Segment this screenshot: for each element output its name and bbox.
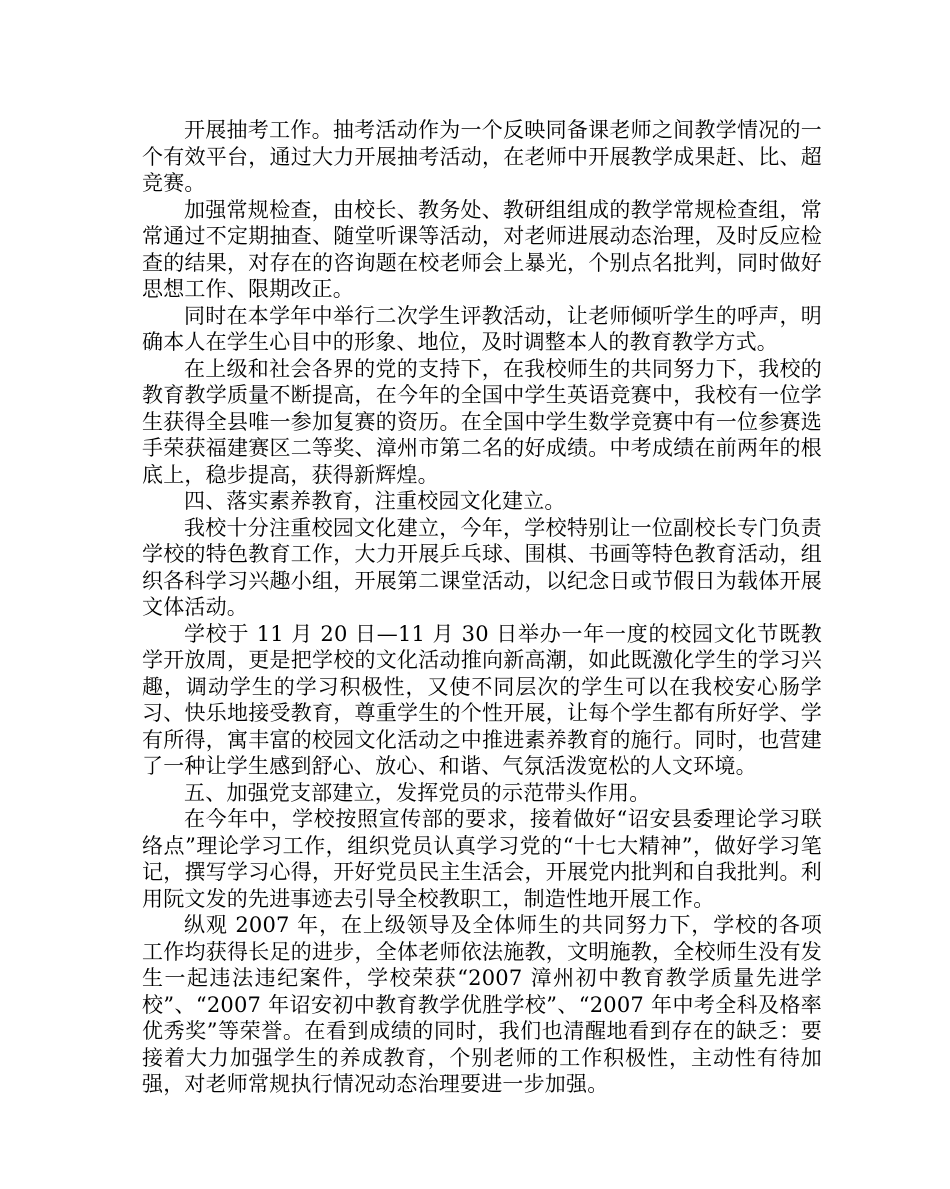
paragraph-routine-inspection: 加强常规检查，由校长、教务处、教研组组成的教学常规检查组，常常通过不定期抽查、随堂听课等活动，对老师进展动态治理，及时反应检查的结果，对存在的咨询题在校老师会上暴光，个别点名批判，同时做好思想工作、限期改正。 [142,197,822,301]
section-heading-4: 四、落实素养教育，注重校园文化建立。 [184,489,566,513]
paragraph-culture-festival: 学校于 11 月 20 日—11 月 30 日举办一年一度的校园文化节既教学开放周，更是把学校的文化活动推向新高潮，如此既激化学生的学习兴趣，调动学生的学习积极性，又使不同层次的学生可以在我校安心肠学习、快乐地接受教育，尊重学生的个性开展，让每个学生都有所好学、学有所得，寓丰富的校园文化活动之中推进素养教育的施行。同时，也营建了一种让学生感到舒心、放心、和谐、气氛活泼宽松的人文环境。 [142,621,822,778]
paragraph-student-evaluation: 同时在本学年中举行二次学生评教活动，让老师倾听学生的呼声，明确本人在学生心目中的形象、地位，及时调整本人的教育教学方式。 [142,303,822,354]
paragraph-year-summary: 纵观 2007 年，在上级领导及全体师生的共同努力下，学校的各项工作均获得长足的进步，全体老师依法施教，文明施教，全校师生没有发生一起违法违纪案件，学校荣获“2007 漳州初中教育教学质量先进学校”、“2007 年诏安初中教育教学优胜学校”、“2007 年中考全科及格率优秀奖”等荣誉。在看到成绩的同时，我们也清醒地看到存在的缺乏：要接着大力加强学生的养成教育，个别老师的工作积极性，主动性有待加强，对老师常规执行情况动态治理要进一步加强。 [142,913,822,1096]
paragraph-party-branch: 在今年中，学校按照宣传部的要求，接着做好“诏安县委理论学习联络点”理论学习工作，组织党员认真学习党的“十七大精神”，做好学习笔记，撰写学习心得，开好党员民主生活会，开展党内批判和自我批判。利用阮文发的先进事迹去引导全校教职工，制造性地开展工作。 [142,807,822,911]
paragraph-campus-culture: 我校十分注重校园文化建立，今年，学校特别让一位副校长专门负责学校的特色教育工作，大力开展乒乓球、围棋、书画等特色教育活动，组织各科学习兴趣小组，开展第二课堂活动，以纪念日或节假日为载体开展文体活动。 [142,515,822,619]
paragraph-exam-activities: 开展抽考工作。抽考活动作为一个反映同备课老师之间教学情况的一个有效平台，通过大力开展抽考活动，在老师中开展教学成果赶、比、超竞赛。 [142,118,822,195]
document-body [142,117,822,1098]
paragraph-teaching-quality: 在上级和社会各界的党的支持下，在我校师生的共同努力下，我校的教育教学质量不断提高，在今年的全国中学生英语竞赛中，我校有一位学生获得全县唯一参加复赛的资历。在全国中学生数学竞赛中有一位参赛选手荣获福建赛区二等奖、漳州市第二名的好成绩。中考成绩在前两年的根底上，稳步提高，获得新辉煌。 [142,356,822,487]
section-heading-5: 五、加强党支部建立，发挥党员的示范带头作用。 [184,780,651,805]
